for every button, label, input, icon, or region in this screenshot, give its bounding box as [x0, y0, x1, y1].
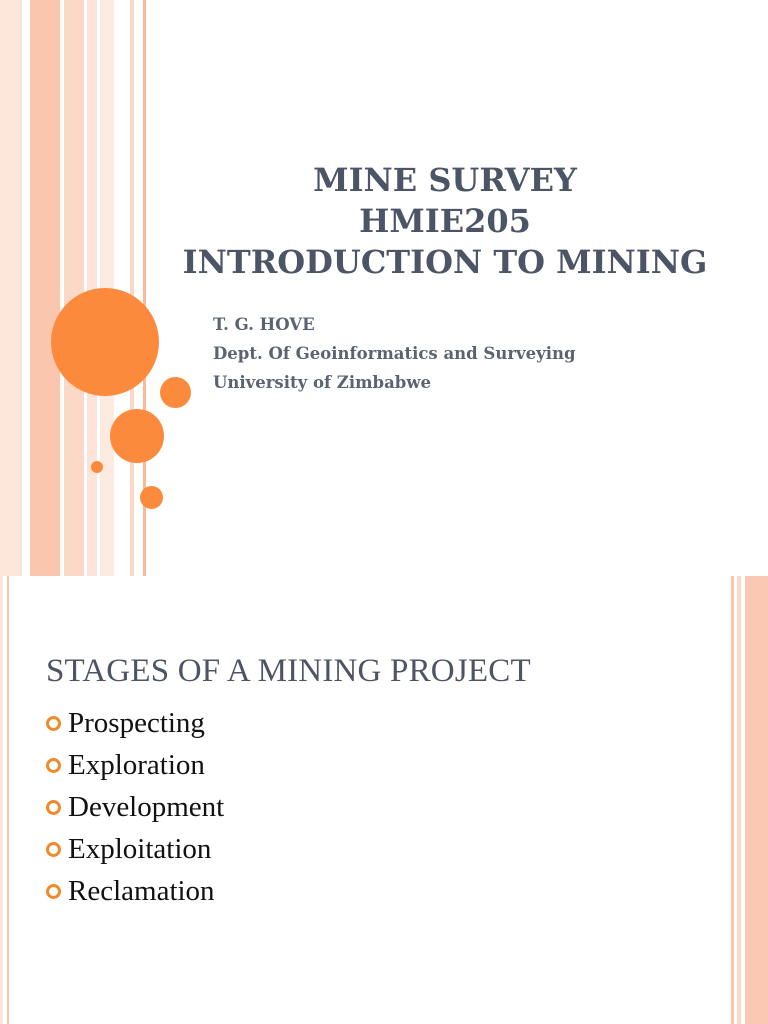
bullet-list	[46, 702, 224, 912]
decor-circle-large	[51, 288, 159, 396]
author-name: T. G. HOVE	[213, 315, 315, 334]
decor-circle-medium	[110, 409, 164, 463]
decor-stripe	[30, 0, 60, 576]
list-item	[46, 870, 224, 912]
list-item	[46, 828, 224, 870]
decor-stripe	[0, 0, 22, 576]
decor-stripe	[0, 576, 3, 1024]
list-item-label: Reclamation	[68, 874, 215, 907]
title-line: HMIE205	[359, 202, 531, 240]
list-item-label: Exploration	[68, 748, 205, 781]
decor-circle-small	[140, 486, 163, 509]
decor-stripe	[745, 576, 768, 1024]
bullet-circle-icon	[46, 842, 61, 857]
decor-circle-tiny	[91, 461, 103, 473]
decor-stripe	[114, 0, 130, 576]
title-line: INTRODUCTION TO MINING	[182, 243, 708, 281]
bullet-circle-icon	[46, 884, 61, 899]
decor-circle-small	[160, 377, 191, 408]
list-item	[46, 702, 224, 744]
bullet-circle-icon	[46, 716, 61, 731]
list-item-label: Exploitation	[68, 832, 212, 865]
decor-stripe	[731, 576, 734, 1024]
list-item-label: Development	[68, 790, 225, 823]
decor-stripe	[737, 576, 741, 1024]
decor-stripe	[130, 0, 134, 576]
slide-subtitle	[213, 310, 576, 397]
slide-heading: STAGES OF A MINING PROJECT	[46, 653, 531, 689]
decor-stripe	[7, 576, 9, 1024]
department: Dept. Of Geoinformatics and Surveying	[213, 344, 576, 363]
content-slide	[0, 576, 768, 1024]
decor-stripe	[64, 0, 84, 576]
list-item	[46, 744, 224, 786]
list-item-label: Prospecting	[68, 706, 205, 739]
decor-stripe	[22, 0, 30, 576]
list-item	[46, 786, 224, 828]
bullet-circle-icon	[46, 758, 61, 773]
university: University of Zimbabwe	[213, 373, 432, 392]
title-line: MINE SURVEY	[313, 161, 577, 199]
bullet-circle-icon	[46, 800, 61, 815]
slide-title	[150, 160, 740, 283]
